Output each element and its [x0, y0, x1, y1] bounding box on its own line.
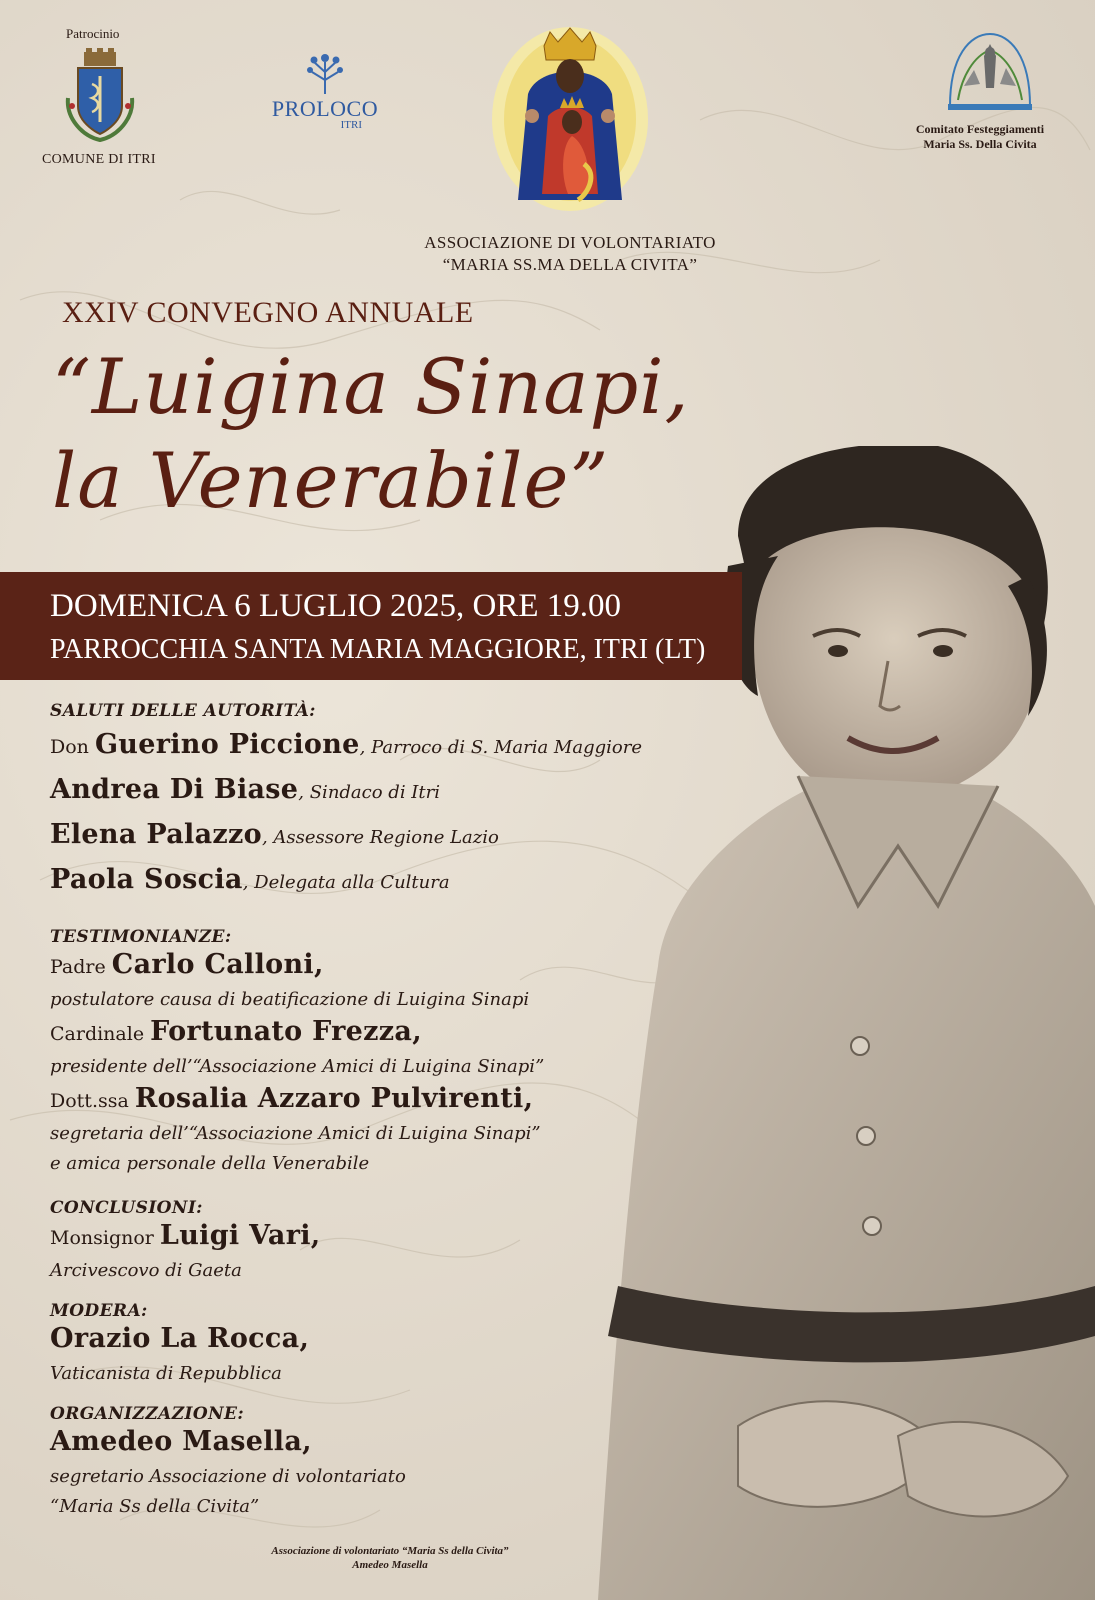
event-place: PARROCCHIA SANTA MARIA MAGGIORE, ITRI (LT) [50, 634, 706, 665]
speaker-name: Elena Palazzo [50, 819, 262, 850]
speaker-name: Paola Soscia [50, 864, 243, 895]
speaker-line [50, 769, 730, 814]
speaker-desc: “Maria Ss della Civita” [50, 1496, 260, 1517]
speaker-name: Amedeo Masella [50, 1426, 303, 1457]
event-date: DOMENICA 6 LUGLIO 2025, ORE 19.00 [50, 588, 622, 624]
footer-credit [220, 1544, 560, 1572]
comitato-line1: Comitato Festeggiamenti [915, 122, 1045, 136]
speaker-role: , Delegata alla Cultura [242, 872, 450, 893]
speaker-prefix: Dott.ssa [50, 1090, 135, 1112]
speaker-line [50, 1015, 730, 1052]
speaker-name: Rosalia Azzaro Pulvirenti [134, 1083, 524, 1114]
speaker-name: Fortunato Frezza [150, 1016, 413, 1047]
speaker-line [50, 859, 730, 904]
speaker-prefix: Monsignor [50, 1227, 160, 1249]
speaker-desc: presidente dell’“Associazione Amici di Luigina Sinapi” [50, 1056, 545, 1077]
association-line2: “MARIA SS.MA DELLA CIVITA” [442, 255, 698, 274]
speaker-comma: , [310, 1220, 321, 1251]
speaker-line [50, 1219, 730, 1256]
speaker-line [50, 724, 730, 769]
speaker-desc: Arcivescovo di Gaeta [50, 1260, 242, 1281]
section-testimonianze: TESTIMONIANZE: [50, 927, 232, 947]
speaker-comma: , [313, 949, 324, 980]
speaker-desc: segretaria dell’“Associazione Amici di Luigina Sinapi” [50, 1123, 541, 1144]
speaker-role: , Sindaco di Itri [298, 782, 441, 803]
speaker-comma: , [523, 1083, 534, 1114]
program [50, 700, 730, 1522]
speaker-name: Luigi Vari [159, 1220, 311, 1251]
association-line1: ASSOCIAZIONE DI VOLONTARIATO [424, 233, 716, 252]
speaker-name: Andrea Di Biase [50, 774, 299, 805]
association-heading [370, 232, 770, 276]
patrocinio-label: Patrocinio [66, 26, 120, 41]
comitato-logo-icon [940, 26, 1040, 116]
title-line1: “Luigina Sinapi, [52, 342, 690, 431]
speaker-line [50, 948, 730, 985]
speaker-line [50, 814, 730, 859]
speaker-desc: Vaticanista di Repubblica [50, 1363, 282, 1384]
comitato-label [905, 122, 1055, 152]
speaker-line [50, 1425, 730, 1462]
speaker-desc: postulatore causa di beatificazione di Luigina Sinapi [50, 989, 530, 1010]
speaker-comma: , [299, 1323, 310, 1354]
madonna-civita-icon [488, 24, 652, 214]
comune-crest-icon [62, 48, 138, 144]
convegno-label: XXIV CONVEGNO ANNUALE [62, 296, 474, 329]
speaker-prefix: Cardinale [50, 1023, 151, 1045]
comune-label: COMUNE DI ITRI [42, 152, 156, 167]
speaker-prefix: Don [50, 736, 95, 758]
speaker-line [50, 1322, 730, 1359]
section-organizzazione: ORGANIZZAZIONE: [50, 1404, 245, 1424]
comitato-line2: Maria Ss. Della Civita [923, 137, 1037, 151]
proloco-city: ITRI [340, 119, 362, 131]
speaker-role: , Parroco di S. Maria Maggiore [359, 737, 642, 758]
speaker-name: Carlo Calloni [111, 949, 314, 980]
speaker-line [50, 1082, 730, 1119]
section-conclusioni: CONCLUSIONI: [50, 1198, 203, 1218]
footer-line2: Amedeo Masella [352, 1559, 428, 1571]
title-line2: la Venerabile” [52, 436, 610, 525]
section-saluti: SALUTI DELLE AUTORITÀ: [50, 701, 316, 721]
speaker-prefix: Padre [50, 956, 112, 978]
proloco-logo [270, 50, 380, 130]
speaker-comma: , [302, 1426, 312, 1457]
footer-line1: Associazione di volontariato “Maria Ss della Civita” [271, 1545, 509, 1557]
speaker-comma: , [412, 1016, 422, 1047]
speaker-desc: segretario Associazione di volontariato [50, 1466, 406, 1487]
speaker-name: Guerino Piccione [94, 729, 360, 760]
section-modera: MODERA: [50, 1301, 148, 1321]
speaker-role: , Assessore Regione Lazio [261, 827, 499, 848]
speaker-name: Orazio La Rocca [50, 1323, 300, 1354]
speaker-desc: e amica personale della Venerabile [50, 1153, 370, 1174]
proloco-name: PROLOCO [271, 96, 379, 121]
proloco-tree-icon [270, 50, 380, 96]
